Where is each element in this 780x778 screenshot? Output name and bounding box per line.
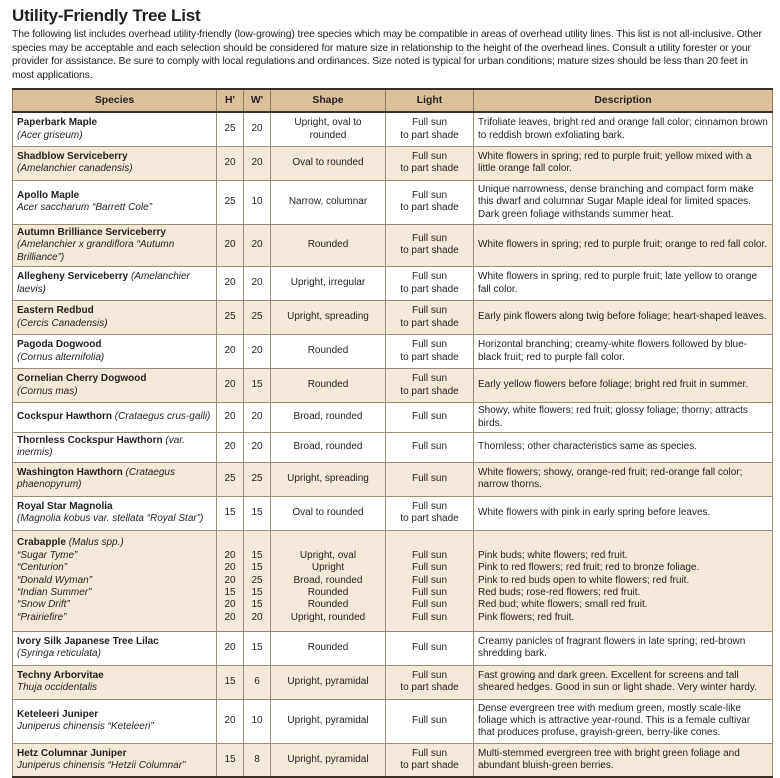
light-secondary: to part shade: [400, 202, 459, 214]
description-cell: Early yellow flowers before foliage; bright red fruit in summer.: [474, 369, 773, 403]
light-secondary: to part shade: [400, 245, 459, 257]
light-cell: [386, 665, 474, 699]
cultivar-height: 20: [224, 549, 236, 561]
spacer: [275, 537, 381, 549]
spacer: [390, 537, 469, 549]
table-row: [13, 146, 773, 180]
species-cell: [13, 403, 217, 433]
description-cell: Fast growing and dark green. Excellent for screens and tall sheared hedges. Good in sun or light shade. Very winter hardy.: [474, 665, 773, 699]
table-header-row: [13, 89, 773, 112]
light-secondary: to part shade: [400, 283, 459, 295]
light-secondary: to part shade: [400, 385, 459, 397]
width-cell: 25: [244, 301, 271, 335]
height-cell: 25: [217, 301, 244, 335]
header-description: Description: [474, 89, 773, 112]
light-secondary: to part shade: [400, 129, 459, 141]
description-cell: White flowers with pink in early spring before leaves.: [474, 496, 773, 530]
shape-cell: Upright, spreading: [271, 462, 386, 496]
shape-cell: Oval to rounded: [271, 496, 386, 530]
width-cell: [244, 530, 271, 631]
description-cell: Showy, white flowers; red fruit; glossy foliage; thorny; attracts birds.: [474, 403, 773, 433]
width-cell: 15: [244, 631, 271, 665]
light-cell: [386, 496, 474, 530]
species-cell: [13, 530, 217, 631]
cultivar-width: 15: [251, 549, 263, 561]
species-scientific-name: (Cornus mas): [17, 385, 78, 397]
species-cell: [13, 112, 217, 146]
height-cell: [217, 530, 244, 631]
cultivar-name: “Sugar Tyme”: [17, 549, 78, 561]
cultivar-description: Pink buds; white flowers; red fruit.: [478, 549, 628, 561]
cultivar-description: Pink flowers; red fruit.: [478, 611, 575, 623]
table-row: [13, 180, 773, 224]
cultivar-description: Red bud; white flowers; small red fruit.: [478, 599, 648, 611]
height-cell: 20: [217, 403, 244, 433]
cultivar-width: 15: [251, 586, 263, 598]
light-secondary: to part shade: [400, 759, 459, 771]
cultivar-width: 25: [251, 574, 263, 586]
cultivar-height: 20: [224, 611, 236, 623]
light-primary: Full sun: [411, 373, 447, 385]
light-cell: [386, 267, 474, 301]
light-cell: [386, 146, 474, 180]
table-row: [13, 665, 773, 699]
species-common-name: Washington Hawthorn: [17, 466, 123, 478]
cultivar-shape: Rounded: [307, 586, 349, 598]
description-cell: White flowers; showy, orange-red fruit; red-orange fall color; narrow thorns.: [474, 462, 773, 496]
species-cell: [13, 432, 217, 462]
width-cell: 10: [244, 180, 271, 224]
light-cell: [386, 403, 474, 433]
species-scientific-name: (Amelanchier x grandiflora “Autumn Brilliance”): [17, 239, 175, 263]
light-cell: [386, 335, 474, 369]
description-cell: White flowers in spring; red to purple fruit; orange to red fall color.: [474, 224, 773, 266]
cultivar-height: 20: [224, 574, 236, 586]
description-cell: White flowers in spring; red to purple fruit; late yellow to orange fall color.: [474, 267, 773, 301]
description-cell: Thornless; other characteristics same as species.: [474, 432, 773, 462]
height-cell: 15: [217, 496, 244, 530]
cultivar-shape: Upright, oval: [299, 549, 357, 561]
table-row: [13, 403, 773, 433]
species-common-name: Techny Arborvitae: [17, 669, 104, 681]
species-cell: [13, 301, 217, 335]
light-secondary: to part shade: [400, 513, 459, 525]
species-common-name: Pagoda Dogwood: [17, 339, 102, 351]
header-light: Light: [386, 89, 474, 112]
species-cell: [13, 743, 217, 777]
cultivar-height: 20: [224, 562, 236, 574]
description-cell: Horizontal branching; creamy-white flowers followed by blue-black fruit; red to purple fall color.: [474, 335, 773, 369]
table-body: [13, 112, 773, 777]
light-cell: [386, 224, 474, 266]
cultivar-width: 20: [251, 611, 263, 623]
shape-cell: Upright, spreading: [271, 301, 386, 335]
cultivar-description: Red buds; rose-red flowers; red fruit.: [478, 586, 641, 598]
species-scientific-name: (Crataegus crus-galli): [114, 411, 211, 423]
species-scientific-name: (Cornus alternifolia): [17, 351, 105, 363]
species-common-name: Cornelian Cherry Dogwood: [17, 373, 147, 385]
cultivar-name: “Snow Drift”: [17, 599, 70, 611]
height-cell: 20: [217, 369, 244, 403]
species-cell: [13, 699, 217, 743]
species-scientific-name: Thuja occidentalis: [17, 682, 98, 694]
light-primary: Full sun: [411, 473, 447, 485]
species-common-name: Allegheny Serviceberry: [17, 271, 129, 283]
description-cell: [474, 530, 773, 631]
species-scientific-name: (Cercis Canadensis): [17, 317, 108, 329]
cultivar-name: “Indian Summer”: [17, 586, 92, 598]
table-row: [13, 530, 773, 631]
light-primary: Full sun: [411, 411, 447, 423]
species-cell: [13, 146, 217, 180]
shape-cell: Upright, pyramidal: [271, 699, 386, 743]
light-cell: [386, 743, 474, 777]
cultivar-width: 15: [251, 599, 263, 611]
cultivar-shape: Rounded: [307, 599, 349, 611]
width-cell: 20: [244, 267, 271, 301]
width-cell: 20: [244, 224, 271, 266]
intro-paragraph: The following list includes overhead utility-friendly (low-growing) tree species which may be compatible in areas of overhead utility lines. This list is not all-inclusive. Other species may be acceptable and each selection should be considered for mature size in relationship to the height of the overhead lines. Consult a utility forester or your provider for assistance. Be sure to comply with local regulations and ordinances. Size noted is typical for urban conditions; mature sizes should be less than 20 feet in most applications.: [12, 29, 762, 81]
light-primary: Full sun: [411, 642, 447, 654]
shape-cell: Upright, pyramidal: [271, 743, 386, 777]
width-cell: 10: [244, 699, 271, 743]
cultivar-description: Pink to red buds open to white flowers; red fruit.: [478, 574, 690, 586]
species-common-name: Crabapple: [17, 537, 66, 549]
light-primary: Full sun: [411, 271, 447, 283]
height-cell: 20: [217, 699, 244, 743]
light-secondary: to part shade: [400, 351, 459, 363]
light-cell: [386, 530, 474, 631]
species-scientific-name: (Malus spp.): [68, 537, 124, 549]
species-cell: [13, 335, 217, 369]
species-scientific-name: (Crataegus: [125, 466, 175, 478]
light-cell: [386, 699, 474, 743]
light-cell: [386, 112, 474, 146]
species-common-name: Eastern Redbud: [17, 305, 94, 317]
table-row: [13, 462, 773, 496]
species-scientific-name: (var. inermis): [17, 434, 185, 459]
species-cell: [13, 665, 217, 699]
width-cell: 20: [244, 112, 271, 146]
species-cell: [13, 369, 217, 403]
species-common-name: Apollo Maple: [17, 189, 80, 201]
table-row: [13, 699, 773, 743]
description-cell: Creamy panicles of fragrant flowers in late spring; red-brown shredding bark.: [474, 631, 773, 665]
shape-cell: Broad, rounded: [271, 432, 386, 462]
cultivar-name: “Prairiefire”: [17, 611, 67, 623]
light-primary: Full sun: [411, 715, 447, 727]
cultivar-height: 15: [224, 586, 236, 598]
shape-cell: Oval to rounded: [271, 146, 386, 180]
spacer: [248, 537, 266, 549]
shape-cell: Upright, irregular: [271, 267, 386, 301]
width-cell: 20: [244, 403, 271, 433]
height-cell: 25: [217, 180, 244, 224]
light-cell: [386, 631, 474, 665]
species-scientific-name: Juniperus chinensis “Keteleeri”: [17, 721, 154, 733]
species-cell: [13, 496, 217, 530]
table-row: [13, 335, 773, 369]
light-primary: Full sun: [411, 305, 447, 317]
height-cell: 25: [217, 112, 244, 146]
cultivar-height: 20: [224, 599, 236, 611]
cultivar-width: 15: [251, 562, 263, 574]
light-cell: [386, 462, 474, 496]
cultivar-light: Full sun: [411, 599, 447, 611]
table-row: [13, 267, 773, 301]
species-common-name: Thornless Cockspur Hawthorn: [17, 434, 163, 446]
shape-cell: Rounded: [271, 224, 386, 266]
species-scientific-name: (Amelanchier canadensis): [17, 163, 133, 175]
width-cell: 25: [244, 462, 271, 496]
light-primary: Full sun: [411, 189, 447, 201]
species-scientific-name: (Amelanchier laevis): [17, 271, 190, 295]
shape-cell: Rounded: [271, 631, 386, 665]
height-cell: 20: [217, 224, 244, 266]
light-secondary: to part shade: [400, 317, 459, 329]
shape-cell: Rounded: [271, 369, 386, 403]
description-cell: Trifoliate leaves, bright red and orange fall color; cinnamon brown to reddish brown exfoliating bark.: [474, 112, 773, 146]
light-primary: Full sun: [411, 150, 447, 162]
species-scientific-name: Juniperus chinensis “Hetzii Columnar”: [17, 759, 186, 771]
shape-cell: Upright, oval to rounded: [271, 112, 386, 146]
cultivar-light: Full sun: [411, 611, 447, 623]
width-cell: 8: [244, 743, 271, 777]
spacer: [478, 537, 768, 549]
height-cell: 20: [217, 146, 244, 180]
cultivar-shape: Upright: [311, 562, 345, 574]
width-cell: 20: [244, 432, 271, 462]
width-cell: 15: [244, 369, 271, 403]
cultivar-description: Pink to red flowers; red fruit; red to bronze foliage.: [478, 562, 700, 574]
species-common-name: Hetz Columnar Juniper: [17, 747, 127, 759]
table-row: [13, 631, 773, 665]
height-cell: 15: [217, 665, 244, 699]
height-cell: 15: [217, 743, 244, 777]
width-cell: 6: [244, 665, 271, 699]
description-cell: Early pink flowers along twig before foliage; heart-shaped leaves.: [474, 301, 773, 335]
species-scientific-name: (Acer griseum): [17, 129, 83, 141]
header-shape: Shape: [271, 89, 386, 112]
species-cell: [13, 267, 217, 301]
width-cell: 15: [244, 496, 271, 530]
species-common-name: Cockspur Hawthorn: [17, 411, 113, 423]
table-row: [13, 369, 773, 403]
light-cell: [386, 180, 474, 224]
cultivar-shape: Upright, rounded: [290, 611, 366, 623]
species-common-name: Shadblow Serviceberry: [17, 150, 128, 162]
cultivar-light: Full sun: [411, 562, 447, 574]
cultivar-light: Full sun: [411, 586, 447, 598]
shape-cell: Narrow, columnar: [271, 180, 386, 224]
table-row: [13, 112, 773, 146]
light-cell: [386, 369, 474, 403]
species-scientific-name: (Magnolia kobus var. stellata “Royal Star”): [17, 513, 204, 525]
light-primary: Full sun: [411, 500, 447, 512]
tree-table: [12, 88, 773, 778]
header-height: H': [217, 89, 244, 112]
page-title: Utility-Friendly Tree List: [12, 6, 201, 25]
table-row: [13, 301, 773, 335]
light-cell: [386, 301, 474, 335]
species-scientific-name: phaenopyrum): [17, 479, 82, 491]
height-cell: 20: [217, 631, 244, 665]
table-row: [13, 224, 773, 266]
shape-cell: Broad, rounded: [271, 403, 386, 433]
species-cell: [13, 224, 217, 266]
light-primary: Full sun: [411, 441, 447, 453]
light-primary: Full sun: [411, 747, 447, 759]
height-cell: 20: [217, 267, 244, 301]
light-primary: Full sun: [411, 233, 447, 245]
table-row: [13, 432, 773, 462]
header-species: Species: [13, 89, 217, 112]
light-primary: Full sun: [411, 339, 447, 351]
shape-cell: Rounded: [271, 335, 386, 369]
species-cell: [13, 180, 217, 224]
species-common-name: Autumn Brilliance Serviceberry: [17, 226, 166, 238]
spacer: [221, 537, 239, 549]
light-primary: Full sun: [411, 117, 447, 129]
cultivar-shape: Broad, rounded: [293, 574, 363, 586]
description-cell: Unique narrowness, dense branching and compact form make this dwarf and columnar Sugar Maple ideal for limited spaces. Dark green foliage withstands summer heat.: [474, 180, 773, 224]
cultivar-name: “Centurion”: [17, 562, 68, 574]
description-cell: White flowers in spring; red to purple fruit; yellow mixed with a little orange fall color.: [474, 146, 773, 180]
shape-cell: Upright, pyramidal: [271, 665, 386, 699]
height-cell: 20: [217, 335, 244, 369]
height-cell: 20: [217, 432, 244, 462]
light-primary: Full sun: [411, 669, 447, 681]
cultivar-light: Full sun: [411, 549, 447, 561]
light-cell: [386, 432, 474, 462]
height-cell: 25: [217, 462, 244, 496]
description-cell: Dense evergreen tree with medium green, mostly scale-like foliage which is attractive year-round. This is a female cultivar that produces profuse, grayish-green, berry-like cones.: [474, 699, 773, 743]
light-secondary: to part shade: [400, 682, 459, 694]
table-row: [13, 496, 773, 530]
description-cell: Multi-stemmed evergreen tree with bright green foliage and abundant bluish-green berries.: [474, 743, 773, 777]
species-scientific-name: (Syringa reticulata): [17, 648, 101, 660]
species-common-name: Ivory Silk Japanese Tree Lilac: [17, 635, 159, 647]
light-secondary: to part shade: [400, 163, 459, 175]
species-common-name: Royal Star Magnolia: [17, 500, 113, 512]
width-cell: 20: [244, 335, 271, 369]
table-row: [13, 743, 773, 777]
shape-cell: [271, 530, 386, 631]
species-cell: [13, 462, 217, 496]
species-scientific-name: Acer saccharum “Barrett Cole”: [17, 202, 153, 214]
header-width: W': [244, 89, 271, 112]
cultivar-name: “Donald Wyman”: [17, 574, 93, 586]
species-common-name: Paperbark Maple: [17, 117, 98, 129]
cultivar-light: Full sun: [411, 574, 447, 586]
species-common-name: Keteleeri Juniper: [17, 708, 99, 720]
width-cell: 20: [244, 146, 271, 180]
species-cell: [13, 631, 217, 665]
